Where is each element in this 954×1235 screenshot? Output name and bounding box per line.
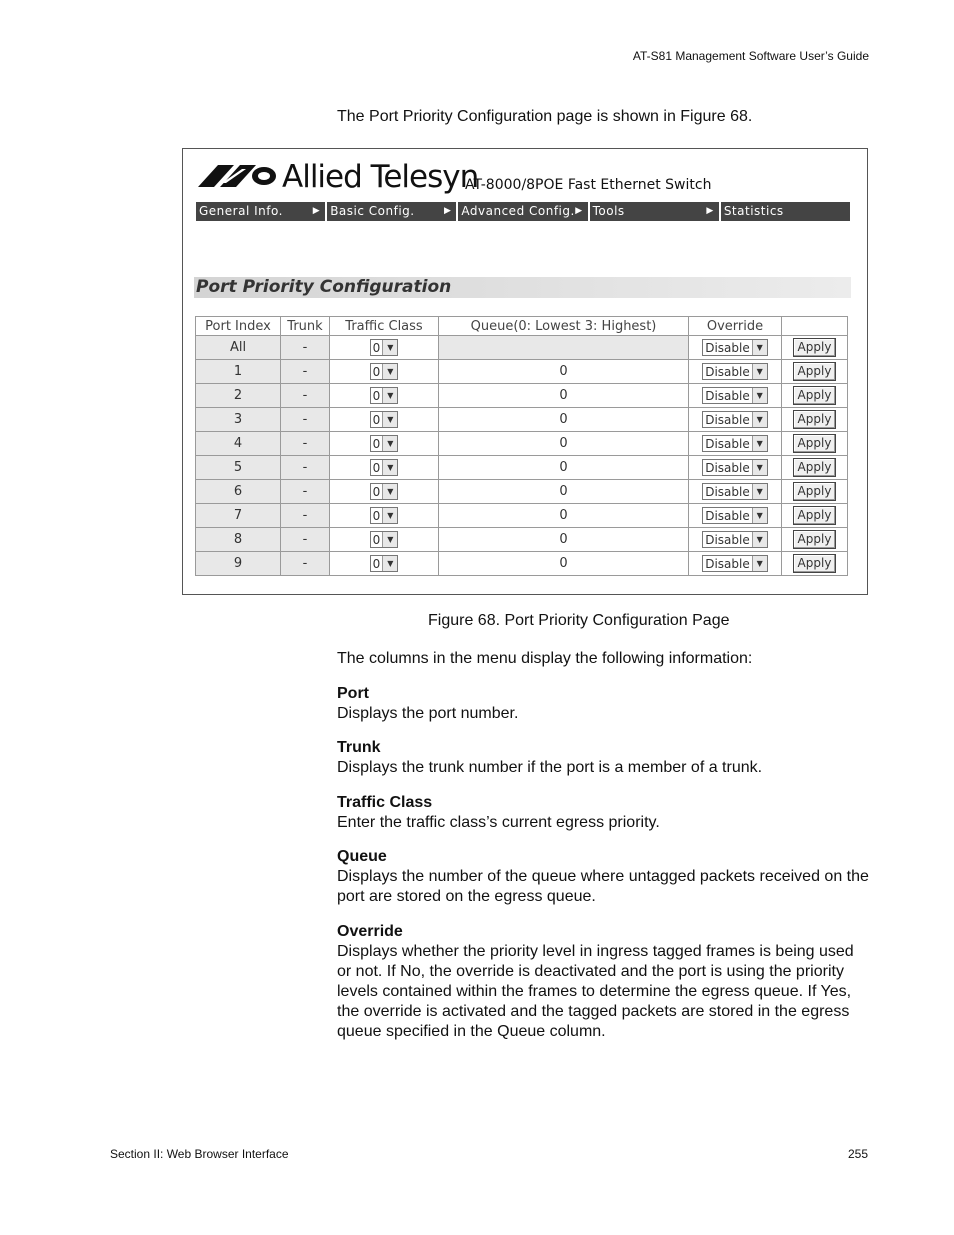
apply-button[interactable]: Apply [793, 410, 837, 429]
apply-cell [782, 456, 848, 480]
apply-cell [782, 384, 848, 408]
table-row [196, 552, 848, 576]
chevron-down-icon: ▼ [382, 556, 397, 571]
submenu-arrow-icon: ▶ [706, 206, 714, 216]
override-select[interactable] [702, 411, 768, 428]
override-select[interactable] [702, 435, 768, 452]
table-row [196, 504, 848, 528]
nav-general-info[interactable] [196, 202, 325, 221]
traffic-class-cell [330, 384, 439, 408]
trunk-cell: - [281, 456, 330, 480]
page-number: 255 [847, 1147, 868, 1161]
apply-cell [782, 480, 848, 504]
apply-button[interactable]: Apply [793, 554, 837, 573]
override-cell [689, 432, 782, 456]
chevron-down-icon: ▼ [752, 436, 767, 451]
queue-cell: 0 [439, 480, 689, 504]
traffic-class-select[interactable] [370, 483, 399, 500]
definition-text: Displays the number of the queue where untagged packets received on the port are stored on the egress queue. [337, 868, 869, 905]
intro-text: The Port Priority Configuration page is shown in Figure 68. [337, 108, 753, 125]
nav-statistics[interactable] [721, 202, 850, 221]
apply-button[interactable]: Apply [793, 338, 837, 357]
override-select[interactable] [702, 483, 768, 500]
definition-term: Override [337, 923, 403, 940]
definition-override [337, 922, 872, 1042]
select-value: Disable [705, 364, 750, 379]
apply-button[interactable]: Apply [793, 482, 837, 501]
select-value: Disable [705, 556, 750, 571]
trunk-cell: - [281, 504, 330, 528]
traffic-class-cell [330, 432, 439, 456]
apply-button[interactable]: Apply [793, 506, 837, 525]
chevron-down-icon: ▼ [382, 436, 397, 451]
definition-text: Displays whether the priority level in ingress tagged frames is being used or not. If No, the override is deactivated and the port is using the priority levels contained within the frames to determine the egress queue. If Yes, the override is activated and the tagged packets are stored in the egress queue specified in the Queue column. [337, 943, 854, 1040]
definition-term: Trunk [337, 739, 381, 756]
brand-name: Allied Telesyn [282, 159, 479, 195]
override-cell [689, 384, 782, 408]
trunk-cell: - [281, 360, 330, 384]
override-select[interactable] [702, 507, 768, 524]
chevron-down-icon: ▼ [752, 388, 767, 403]
select-value: 0 [372, 508, 381, 523]
table-row [196, 432, 848, 456]
select-value: Disable [705, 436, 750, 451]
chevron-down-icon: ▼ [752, 412, 767, 427]
port-index-cell: 9 [196, 552, 281, 576]
traffic-class-cell [330, 456, 439, 480]
select-value: Disable [705, 508, 750, 523]
queue-cell: 0 [439, 432, 689, 456]
apply-cell [782, 552, 848, 576]
table-row [196, 528, 848, 552]
table-row [196, 480, 848, 504]
traffic-class-cell [330, 480, 439, 504]
apply-button[interactable]: Apply [793, 386, 837, 405]
port-index-cell: 7 [196, 504, 281, 528]
apply-button[interactable]: Apply [793, 362, 837, 381]
select-value: Disable [705, 460, 750, 475]
queue-cell [439, 336, 689, 360]
submenu-arrow-icon: ▶ [575, 206, 583, 216]
traffic-class-cell [330, 408, 439, 432]
chevron-down-icon: ▼ [382, 484, 397, 499]
section-title: Port Priority Configuration [194, 277, 851, 298]
traffic-class-select[interactable] [370, 507, 399, 524]
port-index-cell: 1 [196, 360, 281, 384]
override-cell [689, 552, 782, 576]
queue-cell: 0 [439, 360, 689, 384]
traffic-class-select[interactable] [370, 459, 399, 476]
traffic-class-cell [330, 528, 439, 552]
override-cell [689, 360, 782, 384]
select-value: 0 [372, 340, 381, 355]
trunk-cell: - [281, 480, 330, 504]
select-value: Disable [705, 484, 750, 499]
override-cell [689, 408, 782, 432]
select-value: Disable [705, 532, 750, 547]
queue-cell: 0 [439, 552, 689, 576]
queue-cell: 0 [439, 384, 689, 408]
apply-button[interactable]: Apply [793, 434, 837, 453]
trunk-cell: - [281, 384, 330, 408]
nav-basic-config[interactable] [327, 202, 456, 221]
override-select[interactable] [702, 387, 768, 404]
override-select[interactable] [702, 339, 768, 356]
traffic-class-select[interactable] [370, 387, 399, 404]
apply-cell [782, 504, 848, 528]
select-value: 0 [372, 532, 381, 547]
submenu-arrow-icon: ▶ [443, 206, 452, 216]
select-value: 0 [372, 412, 381, 427]
chevron-down-icon: ▼ [382, 340, 397, 355]
chevron-down-icon: ▼ [382, 388, 397, 403]
trunk-cell: - [281, 528, 330, 552]
select-value: Disable [705, 340, 750, 355]
traffic-class-cell [330, 552, 439, 576]
apply-cell [782, 528, 848, 552]
col-trunk: Trunk [281, 317, 330, 336]
override-cell [689, 456, 782, 480]
submenu-arrow-icon: ▶ [312, 206, 321, 216]
table-row [196, 384, 848, 408]
chevron-down-icon: ▼ [382, 508, 397, 523]
apply-button[interactable]: Apply [793, 530, 837, 549]
traffic-class-select[interactable] [370, 411, 399, 428]
model-name: AT-8000/8POE Fast Ethernet Switch [465, 177, 712, 193]
queue-cell: 0 [439, 528, 689, 552]
chevron-down-icon: ▼ [382, 412, 397, 427]
port-index-cell: 2 [196, 384, 281, 408]
queue-cell: 0 [439, 456, 689, 480]
apply-cell [782, 360, 848, 384]
traffic-class-cell [330, 504, 439, 528]
select-value: 0 [372, 388, 381, 403]
chevron-down-icon: ▼ [752, 484, 767, 499]
traffic-class-cell [330, 360, 439, 384]
nav-label: Statistics [723, 204, 784, 218]
trunk-cell: - [281, 552, 330, 576]
table-row [196, 336, 848, 360]
select-value: 0 [372, 364, 381, 379]
override-select[interactable] [702, 531, 768, 548]
chevron-down-icon: ▼ [752, 340, 767, 355]
queue-cell: 0 [439, 504, 689, 528]
override-select[interactable] [702, 363, 768, 380]
columns-intro: The columns in the menu display the following information: [337, 650, 753, 667]
chevron-down-icon: ▼ [382, 364, 397, 379]
definition-text: Displays the trunk number if the port is a member of a trunk. [337, 759, 763, 776]
select-value: 0 [372, 556, 381, 571]
port-index-cell: 6 [196, 480, 281, 504]
chevron-down-icon: ▼ [752, 460, 767, 475]
col-override: Override [689, 317, 782, 336]
select-value: Disable [705, 388, 750, 403]
override-cell [689, 528, 782, 552]
col-traffic-class: Traffic Class [330, 317, 439, 336]
trunk-cell: - [281, 336, 330, 360]
chevron-down-icon: ▼ [752, 532, 767, 547]
brand-header [198, 161, 858, 197]
definition-port [337, 684, 872, 724]
allied-telesyn-logo-icon [198, 165, 278, 187]
chevron-down-icon: ▼ [752, 364, 767, 379]
traffic-class-select[interactable] [370, 531, 399, 548]
traffic-class-select[interactable] [370, 435, 399, 452]
definition-traffic-class [337, 793, 872, 833]
chevron-down-icon: ▼ [382, 532, 397, 547]
col-queue: Queue(0: Lowest 3: Highest) [439, 317, 689, 336]
figure-screenshot [182, 148, 868, 595]
port-index-cell: All [196, 336, 281, 360]
figure-caption: Figure 68. Port Priority Configuration Page [428, 612, 730, 629]
chevron-down-icon: ▼ [752, 508, 767, 523]
col-apply [782, 317, 848, 336]
trunk-cell: - [281, 432, 330, 456]
apply-cell [782, 432, 848, 456]
port-priority-table [195, 316, 848, 576]
table-row [196, 360, 848, 384]
table-row [196, 408, 848, 432]
override-cell [689, 336, 782, 360]
nav-label: Basic Config. [330, 204, 415, 218]
apply-cell [782, 408, 848, 432]
trunk-cell: - [281, 408, 330, 432]
traffic-class-cell [330, 336, 439, 360]
footer-section: Section II: Web Browser Interface [110, 1147, 289, 1161]
port-index-cell: 4 [196, 432, 281, 456]
definition-text: Displays the port number. [337, 705, 519, 722]
main-nav [196, 202, 850, 221]
definition-text: Enter the traffic class’s current egress priority. [337, 814, 660, 831]
nav-tools[interactable] [590, 202, 719, 221]
table-header-row [196, 317, 848, 336]
queue-cell: 0 [439, 408, 689, 432]
select-value: Disable [705, 412, 750, 427]
definition-trunk [337, 738, 872, 778]
nav-label: Advanced Config. [461, 204, 575, 218]
traffic-class-select[interactable] [370, 555, 399, 572]
chevron-down-icon: ▼ [752, 556, 767, 571]
definition-term: Queue [337, 848, 387, 865]
chevron-down-icon: ▼ [382, 460, 397, 475]
traffic-class-select[interactable] [370, 339, 399, 356]
override-cell [689, 480, 782, 504]
apply-cell [782, 336, 848, 360]
running-head: AT-S81 Management Software User’s Guide [632, 49, 869, 63]
table-row [196, 456, 848, 480]
definition-term: Traffic Class [337, 794, 433, 811]
port-index-cell: 5 [196, 456, 281, 480]
port-index-cell: 3 [196, 408, 281, 432]
override-select[interactable] [702, 459, 768, 476]
definition-term: Port [337, 685, 369, 702]
col-port-index: Port Index [196, 317, 281, 336]
select-value: 0 [372, 484, 381, 499]
nav-label: General Info. [199, 204, 283, 218]
override-select[interactable] [702, 555, 768, 572]
select-value: 0 [372, 436, 381, 451]
nav-label: Tools [592, 204, 625, 218]
select-value: 0 [372, 460, 381, 475]
override-cell [689, 504, 782, 528]
port-index-cell: 8 [196, 528, 281, 552]
traffic-class-select[interactable] [370, 363, 399, 380]
apply-button[interactable]: Apply [793, 458, 837, 477]
nav-advanced-config[interactable] [458, 202, 587, 221]
definition-queue [337, 847, 872, 907]
